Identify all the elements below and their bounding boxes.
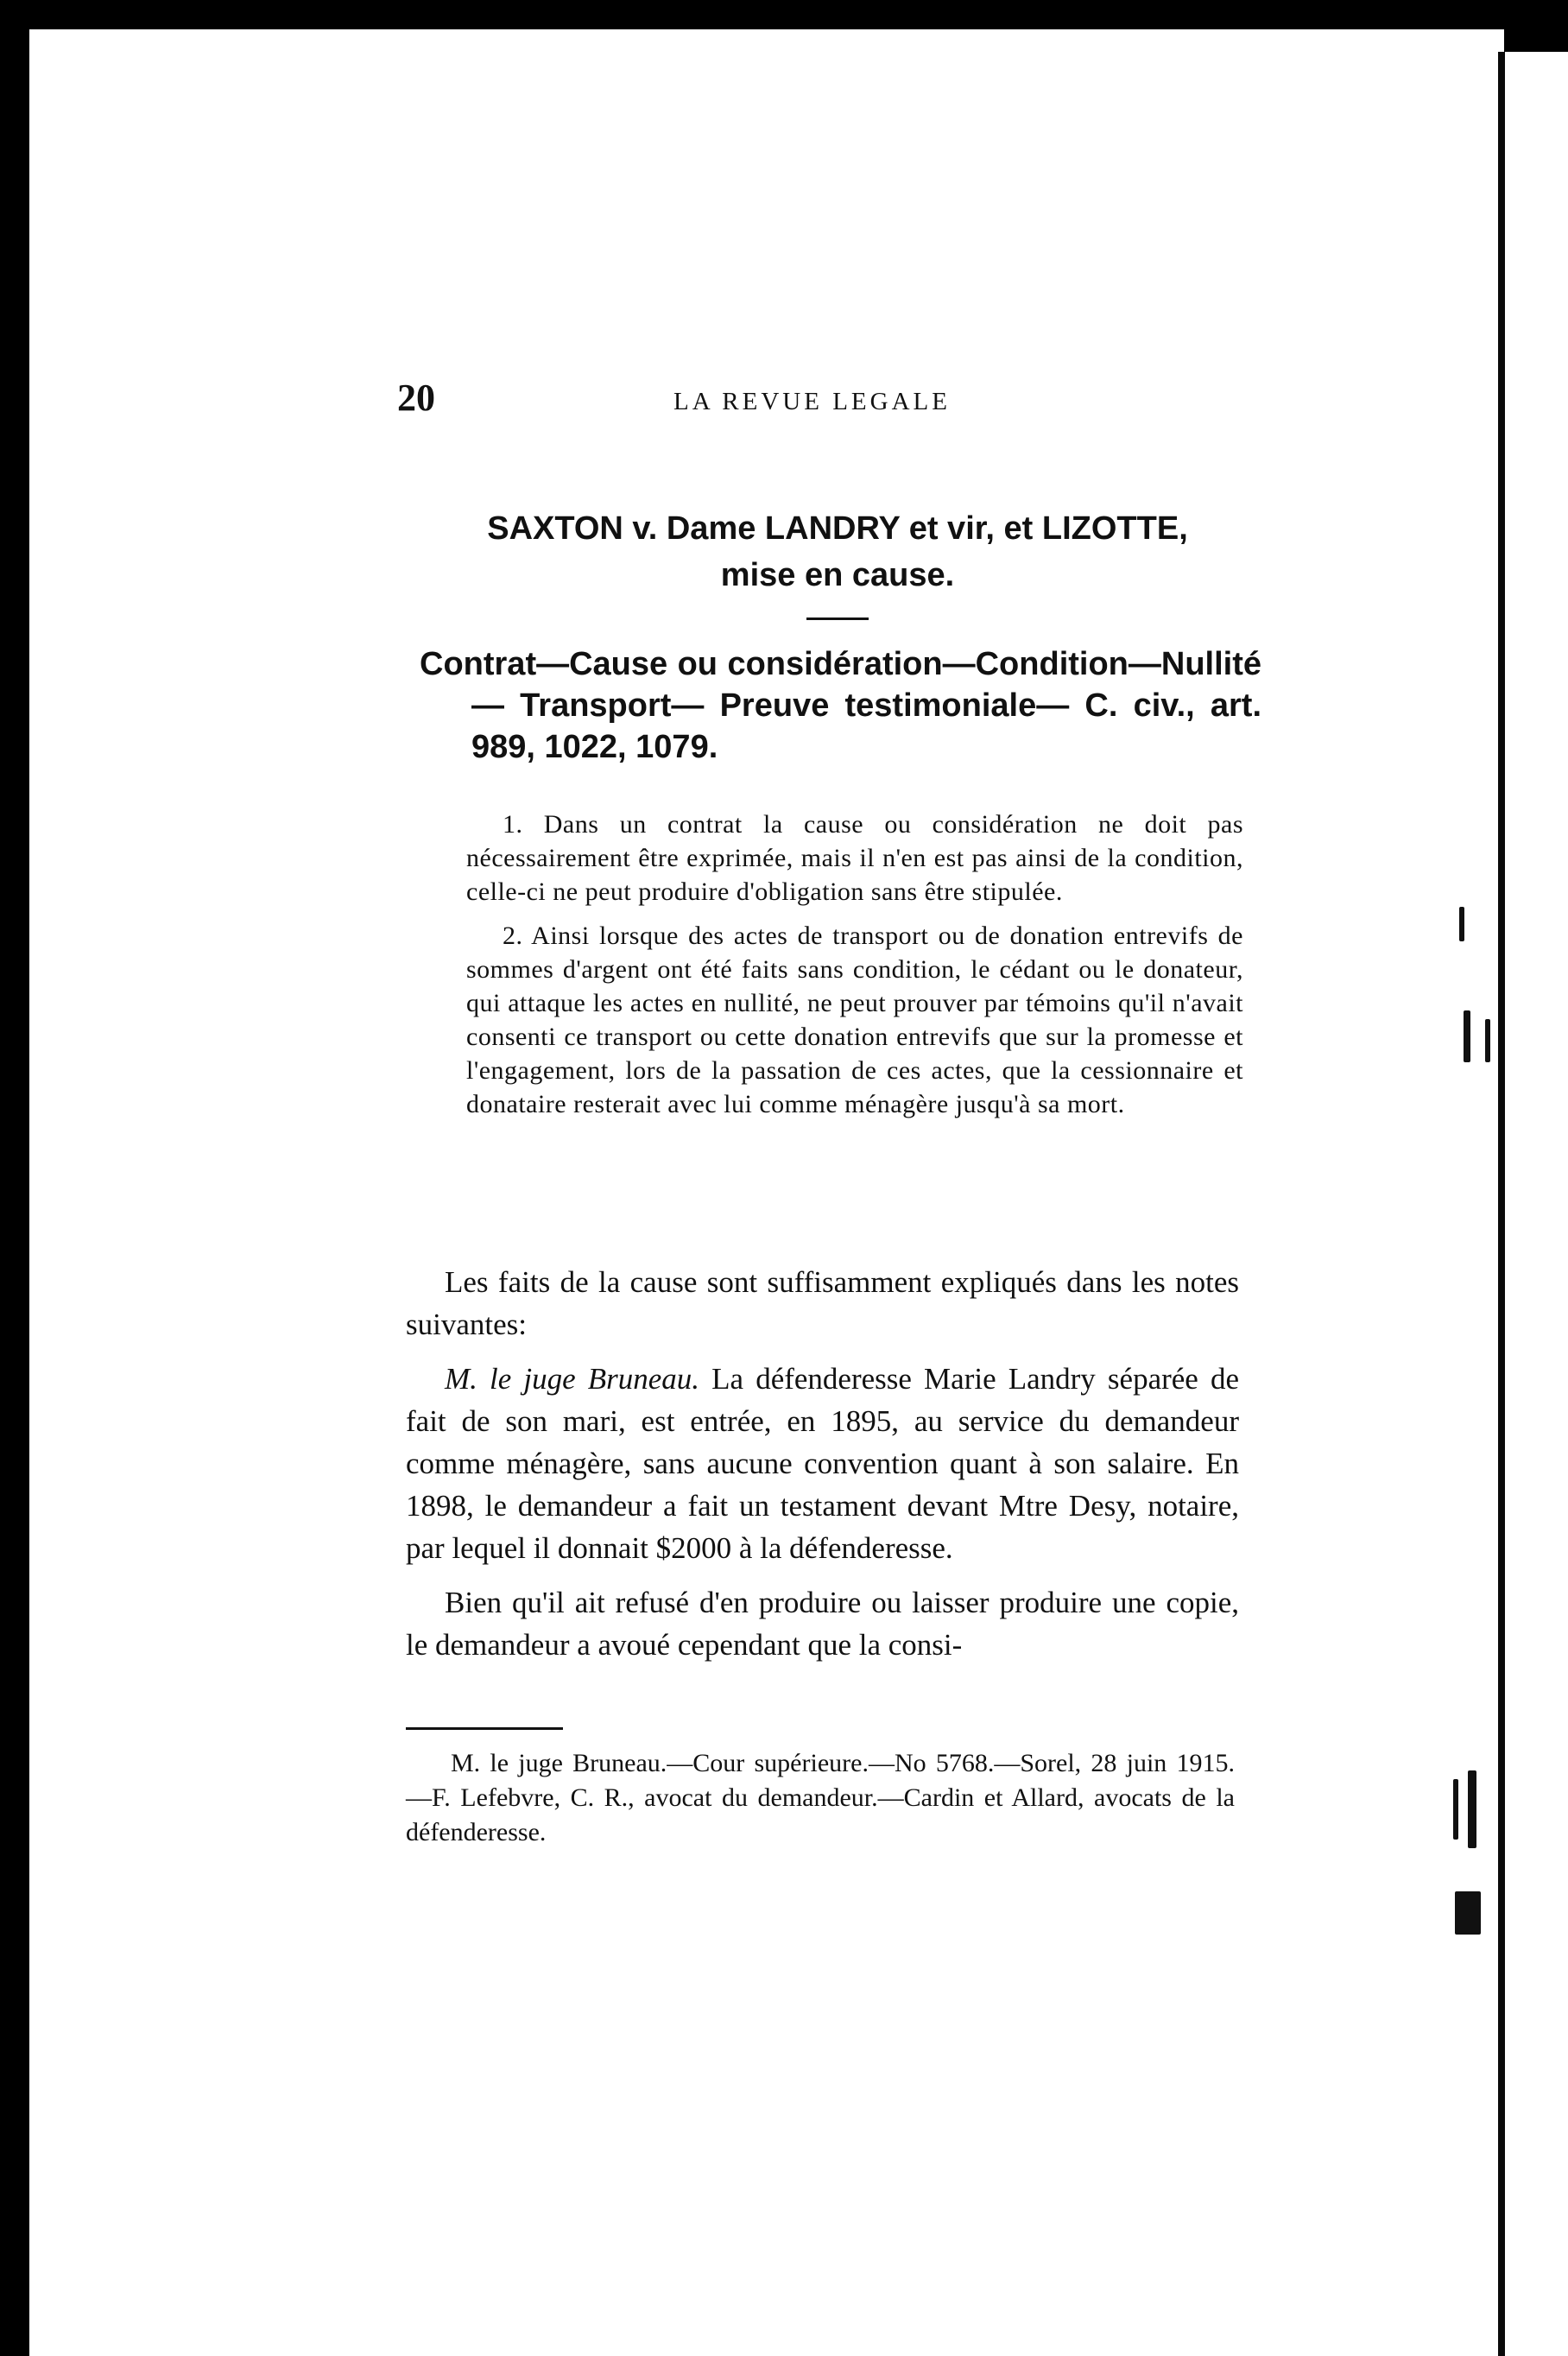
footnote-divider bbox=[406, 1727, 563, 1730]
judgment-paragraph-2: Bien qu'il ait refusé d'en produire ou laisser produire une copie, le demandeur a avoué cependant que la consi- bbox=[406, 1586, 1239, 1662]
intro-paragraph: Les faits de la cause sont suffisamment expliqués dans les notes suivantes: bbox=[406, 1265, 1239, 1341]
body-text bbox=[406, 1261, 1239, 1678]
page-number: 20 bbox=[397, 377, 435, 419]
running-head bbox=[0, 376, 1568, 428]
judgment-paragraph-1-text: La défenderesse Marie Landry séparée de fait de son mari, est entrée, en 1895, au service du demandeur comme ménagère, sans aucune convention quant à son salaire. En 1898, le demandeur a fait un testament devant Mtre Desy, notaire, par lequel il donnait $2000 à la défenderesse. bbox=[406, 1362, 1239, 1565]
journal-title: LA REVUE LEGALE bbox=[673, 388, 951, 415]
summary-point-2: 2. Ainsi lorsque des actes de transport ou de donation entrevifs de sommes d'argent ont été faits sans condition, le cédant ou le donateur, qui attaque les actes en nullité, ne peut prouver par témoins qu'il n'avait consenti ce transport ou cette donation entrevifs que sur la promesse et l'engagement, lors de la passation de ces actes, que la cessionnaire et donataire resterait avec lui comme ménagère jusqu'à sa mort. bbox=[466, 922, 1243, 1118]
binding-mark bbox=[1455, 1891, 1481, 1935]
case-title bbox=[406, 505, 1269, 598]
binding-mark bbox=[1468, 1770, 1476, 1848]
headnote-summary bbox=[466, 808, 1243, 1131]
judgment-paragraph-1 bbox=[406, 1358, 1239, 1569]
binding-mark bbox=[1459, 907, 1464, 941]
binding-mark bbox=[1464, 1010, 1470, 1062]
binding-mark bbox=[1485, 1019, 1490, 1062]
title-divider bbox=[806, 618, 869, 620]
footnote bbox=[406, 1746, 1235, 1850]
case-title-line2: mise en cause. bbox=[720, 557, 955, 593]
summary-point-1: 1. Dans un contrat la cause ou considération ne doit pas nécessairement être exprimée, mais il n'en est pas ainsi de la condition, celle-ci ne peut produire d'obligation sans être stipulée. bbox=[466, 810, 1243, 906]
case-title-line1: SAXTON v. Dame LANDRY et vir, et LIZOTTE, bbox=[487, 510, 1188, 547]
binding-mark bbox=[1453, 1779, 1458, 1840]
footnote-text: M. le juge Bruneau.—Cour supérieure.—No 5768.—Sorel, 28 juin 1915.—F. Lefebvre, C. R., avocat du demandeur.—Cardin et Allard, avocats de la défenderesse. bbox=[406, 1749, 1235, 1846]
judge-label: M. le juge Bruneau. bbox=[445, 1362, 700, 1396]
keywords-text: Contrat—Cause ou considération—Condition—Nullité— Transport— Preuve testimoniale— C. civ., art. 989, 1022, 1079. bbox=[420, 646, 1261, 765]
keywords-headnote bbox=[420, 643, 1261, 768]
